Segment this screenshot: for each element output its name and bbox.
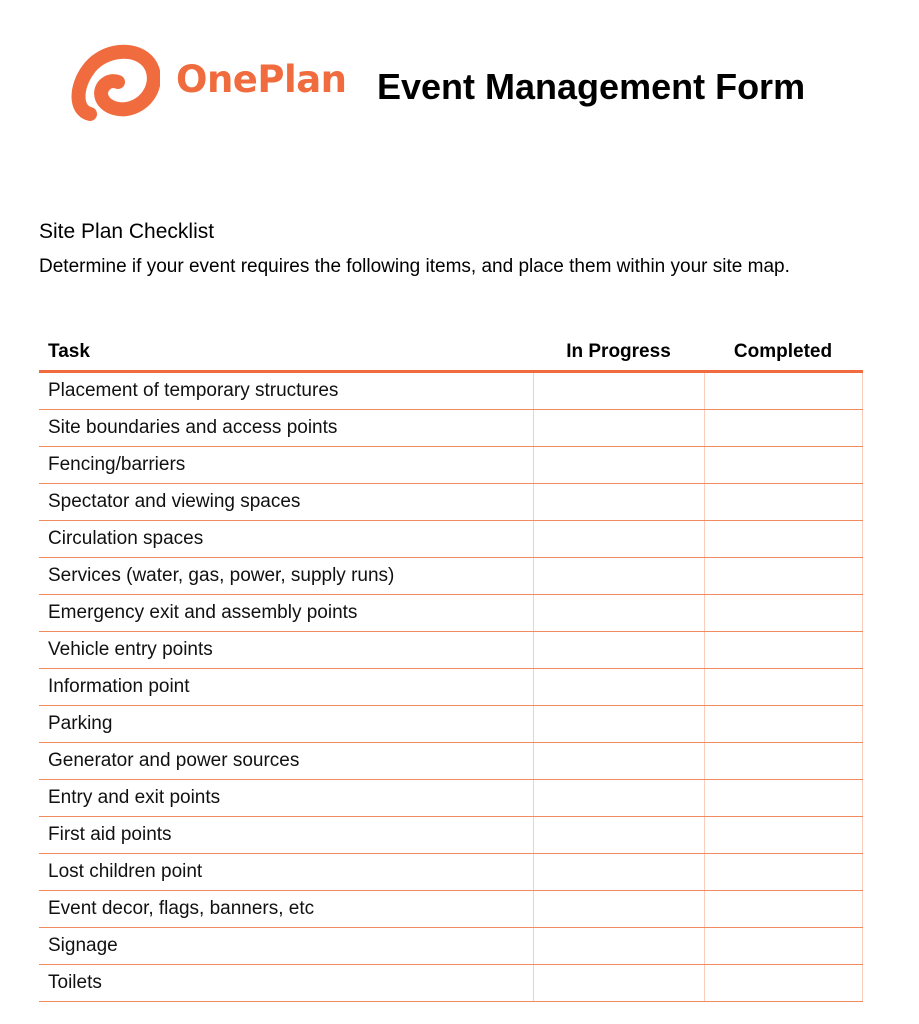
section-title: Site Plan Checklist: [39, 220, 215, 243]
completed-cell[interactable]: [704, 372, 862, 410]
table-row: [39, 780, 862, 817]
table-row: [39, 484, 862, 521]
table-row: [39, 372, 862, 410]
completed-cell[interactable]: [704, 743, 862, 780]
in-progress-cell[interactable]: [533, 521, 704, 558]
in-progress-cell[interactable]: [533, 817, 704, 854]
table-row: [39, 558, 862, 595]
task-cell: Toilets: [39, 965, 533, 1002]
completed-cell[interactable]: [704, 928, 862, 965]
completed-cell[interactable]: [704, 447, 862, 484]
checklist-body: [39, 372, 862, 1002]
in-progress-cell[interactable]: [533, 372, 704, 410]
task-cell: Services (water, gas, power, supply runs): [39, 558, 533, 595]
task-cell: Signage: [39, 928, 533, 965]
task-cell: Generator and power sources: [39, 743, 533, 780]
table-header-row: [39, 334, 862, 372]
table-row: [39, 817, 862, 854]
completed-cell[interactable]: [704, 521, 862, 558]
in-progress-cell[interactable]: [533, 780, 704, 817]
completed-cell[interactable]: [704, 854, 862, 891]
completed-cell[interactable]: [704, 484, 862, 521]
table-row: [39, 669, 862, 706]
task-cell: First aid points: [39, 817, 533, 854]
table-row: [39, 706, 862, 743]
in-progress-cell[interactable]: [533, 928, 704, 965]
column-header-completed: Completed: [704, 334, 862, 372]
in-progress-cell[interactable]: [533, 669, 704, 706]
in-progress-cell[interactable]: [533, 743, 704, 780]
table-row: [39, 410, 862, 447]
column-header-in-progress: In Progress: [533, 334, 704, 372]
table-row: [39, 965, 862, 1002]
document-title: Event Management Form: [377, 66, 806, 107]
in-progress-cell[interactable]: [533, 854, 704, 891]
task-cell: Emergency exit and assembly points: [39, 595, 533, 632]
table-row: [39, 521, 862, 558]
completed-cell[interactable]: [704, 780, 862, 817]
brand-name: OnePlan: [176, 57, 347, 101]
section-description: Determine if your event requires the following items, and place them within your site map.: [39, 256, 790, 277]
in-progress-cell[interactable]: [533, 558, 704, 595]
task-cell: Vehicle entry points: [39, 632, 533, 669]
completed-cell[interactable]: [704, 595, 862, 632]
table-row: [39, 928, 862, 965]
in-progress-cell[interactable]: [533, 595, 704, 632]
task-cell: Entry and exit points: [39, 780, 533, 817]
oneplan-logo-icon: [70, 40, 160, 124]
task-cell: Circulation spaces: [39, 521, 533, 558]
site-plan-checklist-table: [39, 334, 863, 1002]
completed-cell[interactable]: [704, 669, 862, 706]
table-row: [39, 632, 862, 669]
completed-cell[interactable]: [704, 965, 862, 1002]
column-header-task: Task: [39, 334, 533, 372]
in-progress-cell[interactable]: [533, 410, 704, 447]
task-cell: Spectator and viewing spaces: [39, 484, 533, 521]
task-cell: Parking: [39, 706, 533, 743]
table-row: [39, 743, 862, 780]
completed-cell[interactable]: [704, 410, 862, 447]
table-row: [39, 891, 862, 928]
completed-cell[interactable]: [704, 632, 862, 669]
completed-cell[interactable]: [704, 817, 862, 854]
in-progress-cell[interactable]: [533, 484, 704, 521]
table-row: [39, 854, 862, 891]
task-cell: Site boundaries and access points: [39, 410, 533, 447]
completed-cell[interactable]: [704, 706, 862, 743]
task-cell: Placement of temporary structures: [39, 372, 533, 410]
completed-cell[interactable]: [704, 891, 862, 928]
in-progress-cell[interactable]: [533, 632, 704, 669]
table-row: [39, 447, 862, 484]
oneplan-logo: [70, 40, 347, 124]
task-cell: Lost children point: [39, 854, 533, 891]
task-cell: Event decor, flags, banners, etc: [39, 891, 533, 928]
task-cell: Fencing/barriers: [39, 447, 533, 484]
in-progress-cell[interactable]: [533, 965, 704, 1002]
in-progress-cell[interactable]: [533, 706, 704, 743]
table-row: [39, 595, 862, 632]
in-progress-cell[interactable]: [533, 891, 704, 928]
task-cell: Information point: [39, 669, 533, 706]
in-progress-cell[interactable]: [533, 447, 704, 484]
completed-cell[interactable]: [704, 558, 862, 595]
